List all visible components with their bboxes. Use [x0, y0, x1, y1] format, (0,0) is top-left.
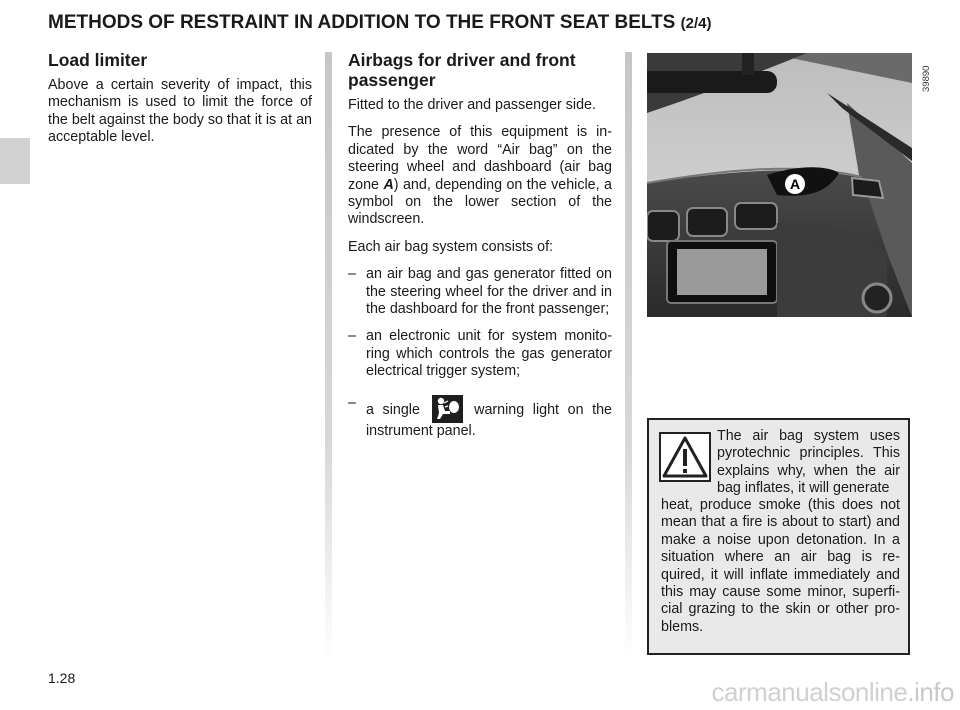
list-item	[348, 328, 612, 380]
list-item	[348, 266, 612, 318]
warning-text-top: The air bag system uses pyrotechnic principles. This explains why, when the air bag inflates, it will generate	[717, 428, 900, 497]
load-limiter-heading: Load limiter	[48, 50, 148, 70]
airbag-zone-label: A	[383, 176, 394, 193]
airbag-zone-callout: A	[789, 176, 801, 192]
load-limiter-paragraph: Above a certain severity of impact, this mechanism is used to limit the force of the belt against the body so that it is at an acceptable level.	[48, 77, 312, 146]
list-dash: –	[348, 266, 356, 283]
list-item-text	[366, 395, 612, 440]
page-title	[48, 12, 711, 34]
chapter-tab	[0, 138, 30, 184]
list-item	[348, 395, 612, 440]
page-number: 1.28	[48, 670, 76, 686]
list-dash: –	[348, 328, 356, 345]
watermark-tld: .info	[907, 677, 954, 707]
airbags-fitted-paragraph: Fitted to the driver and passenger side.	[348, 97, 596, 113]
airbags-system-intro: Each air bag system consists of:	[348, 238, 554, 255]
warning-box	[647, 418, 910, 655]
airbags-heading: Airbags for driver and front passenger	[348, 50, 576, 90]
figure-number: 39890	[921, 65, 932, 92]
list-item-text: an air bag and gas generator fitted on the steering wheel for the driver and in the dashboard for the front passenger;	[366, 266, 612, 318]
dashboard-airbag-photo	[647, 53, 912, 317]
airbag-warning-light-icon	[432, 395, 463, 423]
page-part-indicator: (2/4)	[680, 15, 712, 32]
column-divider	[625, 52, 632, 660]
warning-triangle-icon	[659, 432, 711, 482]
column-divider	[325, 52, 332, 660]
warning-light-text-start: a single	[366, 401, 420, 418]
airbags-section	[348, 50, 612, 450]
load-limiter-section	[48, 50, 312, 157]
warning-light-text-end: warning light on the instrument panel.	[366, 401, 612, 439]
watermark	[712, 677, 954, 708]
presence-text-end: ) and, depending on the vehicle, a symbol on the lower section of the windscreen.	[348, 176, 612, 228]
warning-text-bottom: heat, produce smoke (this does not mean that a fire is about to start) and make a noise upon detonation. In a situation where an air bag is re-quired, it will inflate immediately and this may cause some minor, superfi-cial grazing to the skin or other pro-blems.	[661, 497, 900, 635]
watermark-main: carmanualsonline	[711, 677, 908, 707]
page-title-text: METHODS OF RESTRAINT IN ADDITION TO THE FRONT SEAT BELTS	[48, 12, 676, 33]
list-dash: –	[348, 394, 356, 411]
airbags-presence-paragraph	[348, 124, 612, 228]
presence-text-start: The presence of this equipment is in-dicated by the word “Air bag” on the steering wheel and dashboard (air bag zone	[348, 124, 612, 193]
list-item-text: an electronic unit for system monito-ring which controls the gas generator electrical trigger system;	[366, 328, 612, 380]
